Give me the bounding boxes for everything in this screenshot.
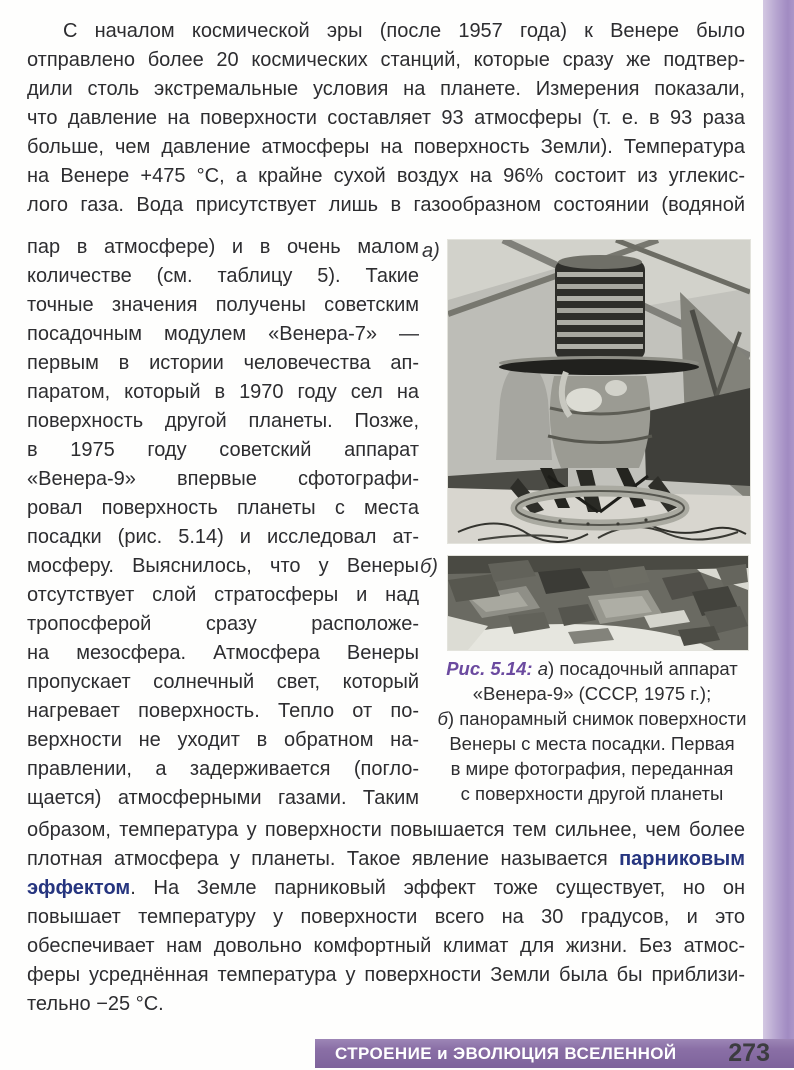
- figure-caption: Рис. 5.14: а) посадочный аппарат «Венера-9» (СССР, 1975 г.); б) панорамный снимок поверхности Венеры с места посадки. Первая в мире фотография, переданная с поверхности другой планеты: [437, 658, 747, 804]
- venera-lander-photo: [448, 240, 750, 543]
- closing-paragraph: образом, температура у поверхности повышается тем сильнее, чем более плотная атмосфера у планеты. Такое явление называется парниковым эффектом. На Земле парниковый эффект тоже существует, но он повышает температуру у поверхности всего на 30 градусов, и это обеспечивает нам довольно комфортный климат для жизни. Без атмос- феры усреднённая температура у поверхности Земли была бы приблизи- тельно −25 °С.: [27, 819, 745, 1015]
- photo-a-label: а): [422, 240, 440, 262]
- page-edge-strip: [763, 0, 794, 1040]
- venus-surface-photo: [448, 556, 748, 650]
- footer-section-title: СТРОЕНИЕ и ЭВОЛЮЦИЯ ВСЕЛЕННОЙ: [335, 1044, 677, 1063]
- page-number: 273: [728, 1039, 770, 1067]
- left-text-column: пар в атмосфере) и в очень малом количестве (см. таблицу 5). Такие точные значения получены советским посадочным модулем «Венера-7» — первым в истории человечества ап- паратом, который в 1970 году сел на поверхность другой планеты. Позже, в 1975 году советский аппарат «Венера-9» впервые сфотографи- ровал поверхность планеты с места посадки (рис. 5.14) и исследовал ат- мосферу. Выяснилось, что у Венеры отсутствует слой стратосферы и над тропосферой сразу расположе- на мезосфера. Атмосфера Венеры пропускает солнечный свет, который нагревает поверхность. Тепло от по- верхности не уходит в обратном на- правлении, а задерживается (погло- щается) атмосферными газами. Таким: [27, 236, 419, 809]
- photo-b-label: б): [420, 556, 438, 578]
- intro-paragraph: С началом космической эры (после 1957 года) к Венере было отправлено более 20 космических станций, которые сразу же подтвер- дили столь экстремальные условия на планете. Измерения показали, что давление на поверхности составляет 93 атмосферы (т. е. в 93 раза больше, чем давление атмосферы на поверхность Земли). Температура на Венере +475 °С, а крайне сухой воздух на 96% состоит из углекис- лого газа. Вода присутствует лишь в газообразном состоянии (водяной: [27, 20, 745, 216]
- footer-bar: [315, 1039, 794, 1068]
- venus-surface-illustration: [448, 556, 748, 650]
- venera-lander-illustration: [448, 240, 750, 543]
